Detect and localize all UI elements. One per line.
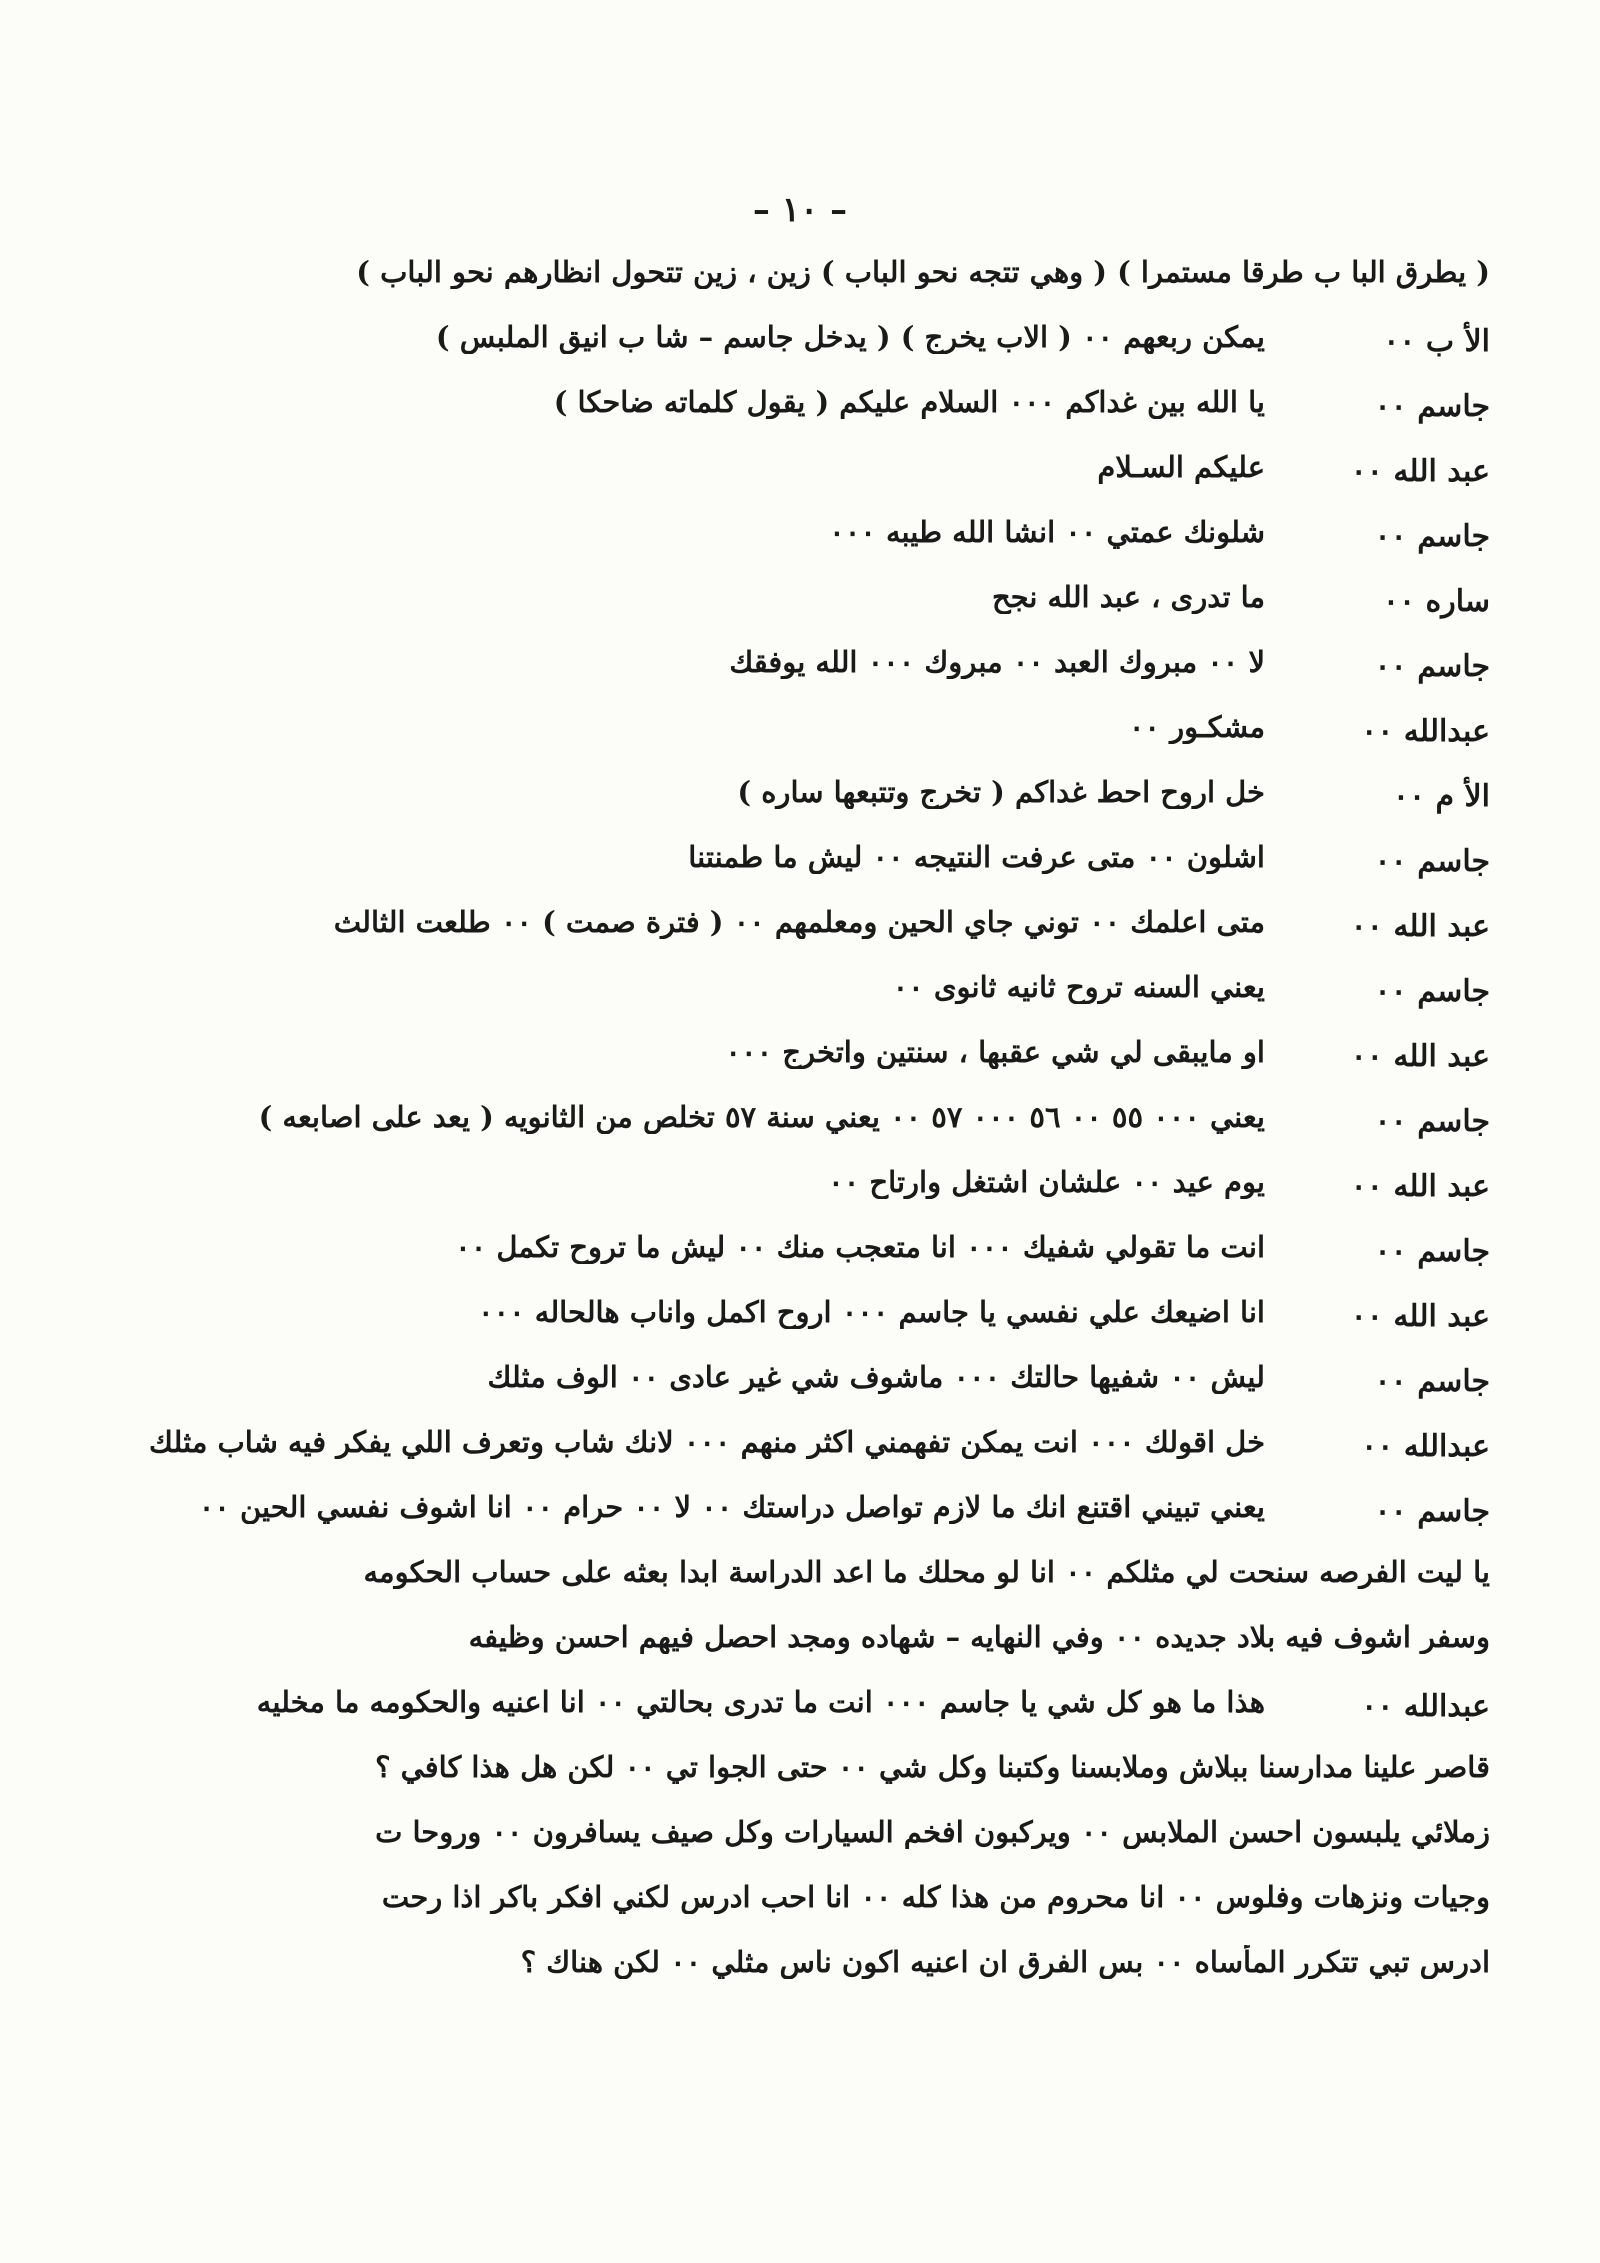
- line-text: متى اعلمك ٠٠ توني جاي الحين ومعلمهم ٠٠ ( فترة صمت ) ٠٠ طلعت الثالث: [333, 905, 1265, 939]
- speaker-name: جاسم ٠٠: [1374, 649, 1490, 684]
- line-text: ادرس تبي تتكرر المأساه ٠٠ بس الفرق ان اعنيه اكون ناس مثلي ٠٠ لكن هناك ؟: [520, 1945, 1490, 1979]
- speaker-name: عبد الله ٠٠: [1350, 909, 1490, 944]
- dialogue-line: [50, 505, 1490, 570]
- line-text: انا اضيعك علي نفسي يا جاسم ٠٠٠ اروح اكمل واناب هالحاله ٠٠٠: [477, 1295, 1265, 1329]
- speaker-name: جاسم ٠٠: [1374, 389, 1490, 424]
- dialogue-line: [50, 700, 1490, 765]
- dialogue-line: [50, 1285, 1490, 1350]
- line-text: يعني السنه تروح ثانيه ثانوى ٠٠: [892, 970, 1265, 1004]
- speaker-name: ساره ٠٠: [1382, 584, 1490, 619]
- dialogue-line: [50, 1025, 1490, 1090]
- continuation-line: [50, 1870, 1490, 1935]
- line-text: خل اقولك ٠٠٠ انت يمكن تفهمني اكثر منهم ٠٠٠ لانك شاب وتعرف اللي يفكر فيه شاب مثلك: [149, 1425, 1265, 1459]
- speaker-name: جاسم ٠٠: [1374, 1234, 1490, 1269]
- line-text: يمكن ربعهم ٠٠ ( الاب يخرج ) ( يدخل جاسم – شا ب انيق الملبس ): [435, 320, 1265, 354]
- line-text: يعني ٠٠٠ ٥٥ ٠٠ ٥٦ ٠٠٠ ٥٧ ٠٠ يعني سنة ٥٧ تخلص من الثانويه ( يعد على اصابعه ): [258, 1100, 1265, 1134]
- dialogue-line: [50, 440, 1490, 505]
- line-text: زملائي يلبسون احسن الملابس ٠٠ ويركبون افخم السيارات وكل صيف يسافرون ٠٠ وروحا ت: [375, 1815, 1490, 1849]
- dialogue-line: [50, 1480, 1490, 1545]
- continuation-line: [50, 1935, 1490, 2000]
- line-text: ( يطرق البا ب طرقا مستمرا ) ( وهي تتجه نحو الباب ) زين ، زين تتحول انظارهم نحو الباب ): [356, 255, 1490, 289]
- continuation-line: [50, 1740, 1490, 1805]
- continuation-line: [50, 1545, 1490, 1610]
- dialogue-line: [50, 895, 1490, 960]
- dialogue-line: [50, 1415, 1490, 1480]
- line-text: وجيات ونزهات وفلوس ٠٠ انا محروم من هذا كله ٠٠ انا احب ادرس لكني افكر باكر اذا رحت: [381, 1880, 1490, 1914]
- speaker-name: جاسم ٠٠: [1374, 519, 1490, 554]
- dialogue-line: [50, 1350, 1490, 1415]
- stage-direction-line: [50, 245, 1490, 310]
- line-text: قاصر علينا مدارسنا ببلاش وملابسنا وكتبنا وكل شي ٠٠ حتى الجوا تي ٠٠ لكن هل هذا كافي ؟: [375, 1750, 1490, 1784]
- continuation-line: [50, 1805, 1490, 1870]
- line-text: ما تدرى ، عبد الله نجح: [991, 580, 1265, 614]
- speaker-name: الأ م ٠٠: [1392, 779, 1490, 814]
- dialogue-line: [50, 375, 1490, 440]
- speaker-name: عبد الله ٠٠: [1350, 1169, 1490, 1204]
- dialogue-line: [50, 830, 1490, 895]
- line-text: لا ٠٠ مبروك العبد ٠٠ مبروك ٠٠٠ الله يوفقك: [729, 645, 1265, 679]
- page-number: – ١٠ –: [752, 190, 848, 230]
- speaker-name: جاسم ٠٠: [1374, 1104, 1490, 1139]
- line-text: هذا ما هو كل شي يا جاسم ٠٠٠ انت ما تدرى بحالتي ٠٠ انا اعنيه والحكومه ما مخليه: [256, 1685, 1265, 1719]
- dialogue-line: [50, 1090, 1490, 1155]
- line-text: يعني تبيني اقتنع انك ما لازم تواصل دراستك ٠٠ لا ٠٠ حرام ٠٠ انا اشوف نفسي الحين ٠٠: [198, 1490, 1265, 1524]
- speaker-name: جاسم ٠٠: [1374, 1364, 1490, 1399]
- speaker-name: جاسم ٠٠: [1374, 1494, 1490, 1529]
- dialogue-line: [50, 310, 1490, 375]
- line-text: ليش ٠٠ شفيها حالتك ٠٠٠ ماشوف شي غير عادى ٠٠ الوف مثلك: [487, 1360, 1265, 1394]
- dialogue-line: [50, 1155, 1490, 1220]
- line-text: شلونك عمتي ٠٠ انشا الله طيبه ٠٠٠: [829, 515, 1265, 549]
- dialogue-lines: [50, 245, 1490, 2000]
- line-text: يا ليت الفرصه سنحت لي مثلكم ٠٠ انا لو محلك ما اعد الدراسة ابدا بعثه على حساب الحكومه: [363, 1555, 1490, 1589]
- line-text: او مايبقى لي شي عقبها ، سنتين واتخرج ٠٠٠: [725, 1035, 1265, 1069]
- line-text: عليكم السـلام: [1097, 450, 1265, 484]
- speaker-name: عبد الله ٠٠: [1350, 1039, 1490, 1074]
- continuation-line: [50, 1610, 1490, 1675]
- line-text: مشكـور ٠٠: [1128, 710, 1265, 744]
- speaker-name: جاسم ٠٠: [1374, 974, 1490, 1009]
- speaker-name: الأ ب ٠٠: [1383, 324, 1490, 359]
- speaker-name: عبد الله ٠٠: [1350, 454, 1490, 489]
- dialogue-line: [50, 765, 1490, 830]
- line-text: خل اروح احط غداكم ( تخرج وتتبعها ساره ): [737, 775, 1265, 809]
- line-text: انت ما تقولي شفيك ٠٠٠ انا متعجب منك ٠٠ ليش ما تروح تكمل ٠٠: [455, 1230, 1265, 1264]
- line-text: اشلون ٠٠ متى عرفت النتيجه ٠٠ ليش ما طمنتنا: [688, 840, 1265, 874]
- dialogue-line: [50, 570, 1490, 635]
- speaker-name: عبدالله ٠٠: [1361, 1429, 1490, 1464]
- dialogue-line: [50, 960, 1490, 1025]
- speaker-name: جاسم ٠٠: [1374, 844, 1490, 879]
- line-text: يا الله بين غداكم ٠٠٠ السلام عليكم ( يقول كلماته ضاحكا ): [553, 385, 1265, 419]
- dialogue-line: [50, 1675, 1490, 1740]
- line-text: وسفر اشوف فيه بلاد جديده ٠٠ وفي النهايه – شهاده ومجد احصل فيهم احسن وظيفه: [468, 1620, 1490, 1654]
- dialogue-line: [50, 1220, 1490, 1285]
- speaker-name: عبدالله ٠٠: [1361, 714, 1490, 749]
- speaker-name: عبد الله ٠٠: [1350, 1299, 1490, 1334]
- dialogue-line: [50, 635, 1490, 700]
- speaker-name: عبدالله ٠٠: [1361, 1689, 1490, 1724]
- line-text: يوم عيد ٠٠ علشان اشتغل وارتاح ٠٠: [828, 1165, 1265, 1199]
